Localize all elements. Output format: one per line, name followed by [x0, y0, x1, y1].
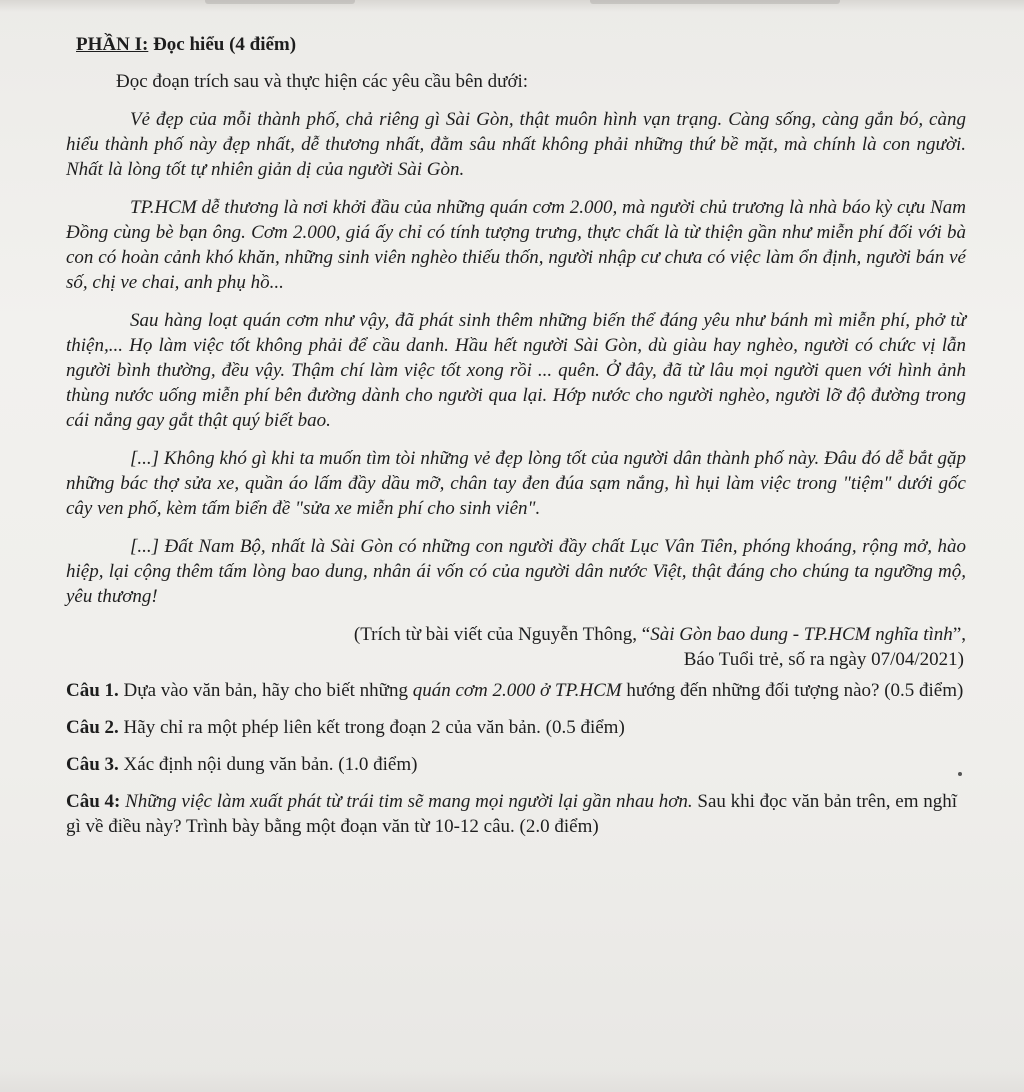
question-text: Xác định nội dung văn bản. (1.0 điểm) [118, 754, 418, 775]
question-3 [66, 752, 966, 777]
source-citation [66, 622, 966, 672]
question-text: Dựa vào văn bản, hãy cho biết những [118, 680, 413, 701]
scan-speck [958, 772, 962, 776]
question-label: Câu 3. [66, 754, 119, 775]
passage-paragraph-2: TP.HCM dễ thương là nơi khởi đầu của những quán cơm 2.000, mà người chủ trương là nhà báo kỳ cựu Nam Đồng cùng bè bạn ông. Cơm 2.000, giá ấy chỉ có tính tượng trưng, thực chất là từ thiện gần như miễn phí đối với bà con có hoàn cảnh khó khăn, những sinh viên nghèo thiếu thốn, người nhập cư chưa có việc làm ổn định, người bán vé số, chị ve chai, anh phụ hồ... [66, 197, 966, 293]
question-2 [66, 715, 966, 740]
question-label: Câu 1. [66, 680, 119, 701]
cut-off-text-fragment [205, 0, 355, 4]
section-heading: Đọc hiểu (4 điểm) [148, 34, 297, 55]
citation-suffix: ”, [952, 624, 966, 645]
passage-paragraph-4: [...] Không khó gì khi ta muốn tìm tòi những vẻ đẹp lòng tốt của người dân thành phố này. Đâu đó dễ bắt gặp những bác thợ sửa xe, quần áo lấm đầy dầu mỡ, chân tay đen đúa sạm nắng, hì hụi làm việc trong "tiệm" dưới gốc cây ven phố, kèm tấm biển đề "sửa xe miễn phí cho sinh viên". [66, 448, 966, 519]
document-body [66, 32, 966, 851]
cut-off-text-fragment [590, 0, 840, 4]
question-label: Câu 2. [66, 717, 119, 738]
question-text: hướng đến những đối tượng nào? (0.5 điểm) [621, 680, 964, 701]
passage-paragraph-5: [...] Đất Nam Bộ, nhất là Sài Gòn có những con người đầy chất Lục Vân Tiên, phóng khoáng, rộng mở, hào hiệp, lại cộng thêm tấm lòng bao dung, nhân ái vốn có của người dân nước Việt, thật đáng cho chúng ta ngưỡng mộ, yêu thương! [66, 536, 966, 607]
question-emphasis: Những việc làm xuất phát từ trái tim sẽ mang mọi người lại gần nhau hơn. [120, 791, 693, 812]
section-title [76, 32, 966, 57]
question-text: Hãy chỉ ra một phép liên kết trong đoạn 2 của văn bản. (0.5 điểm) [118, 717, 625, 738]
citation-line-1 [66, 622, 966, 647]
citation-line-2: Báo Tuổi trẻ, số ra ngày 07/04/2021) [683, 649, 964, 670]
passage-paragraph-3: Sau hàng loạt quán cơm như vậy, đã phát sinh thêm những biến thể đáng yêu như bánh mì miễn phí, phở từ thiện,... Họ làm việc tốt không phải để cầu danh. Hầu hết người Sài Gòn, dù giàu hay nghèo, người có chức vị lẫn người bình thường, đều vậy. Thậm chí làm việc tốt xong rồi ... quên. Ở đây, đã từ lâu mọi người quen với hình ảnh thùng nước uống miễn phí bên đường dành cho người qua lại. Hớp nước cho người nghèo, người lỡ độ đường trong cái nắng gay gắt thật quý biết bao. [66, 310, 966, 431]
question-4 [66, 789, 966, 839]
section-label: PHẦN I: [76, 34, 149, 55]
question-emphasis: quán cơm 2.000 ở TP.HCM [412, 680, 622, 701]
cut-off-previous-line [0, 0, 1024, 12]
passage-paragraph-1: Vẻ đẹp của mỗi thành phố, chả riêng gì Sài Gòn, thật muôn hình vạn trạng. Càng sống, càng gắn bó, càng hiểu thành phố này đẹp nhất, dễ thương nhất, đằm sâu nhất không phải những thứ bề mặt, mà chính là con người. Nhất là lòng tốt tự nhiên giản dị của người Sài Gòn. [66, 109, 966, 180]
instruction-text: Đọc đoạn trích sau và thực hiện các yêu cầu bên dưới: [116, 71, 529, 92]
question-text: Sau khi đọc văn bản trên, em nghĩ gì về điều này? Trình bày bằng một đoạn văn từ 10-12 câu. (2.0 điểm) [66, 791, 957, 837]
question-1 [66, 678, 966, 703]
page-bottom-edge [0, 1070, 1024, 1092]
citation-prefix: (Trích từ bài viết của Nguyễn Thông, “ [353, 624, 651, 645]
citation-article-title: Sài Gòn bao dung - TP.HCM nghĩa tình [650, 624, 953, 645]
reading-passage [66, 107, 966, 609]
question-label: Câu 4: [66, 791, 121, 812]
